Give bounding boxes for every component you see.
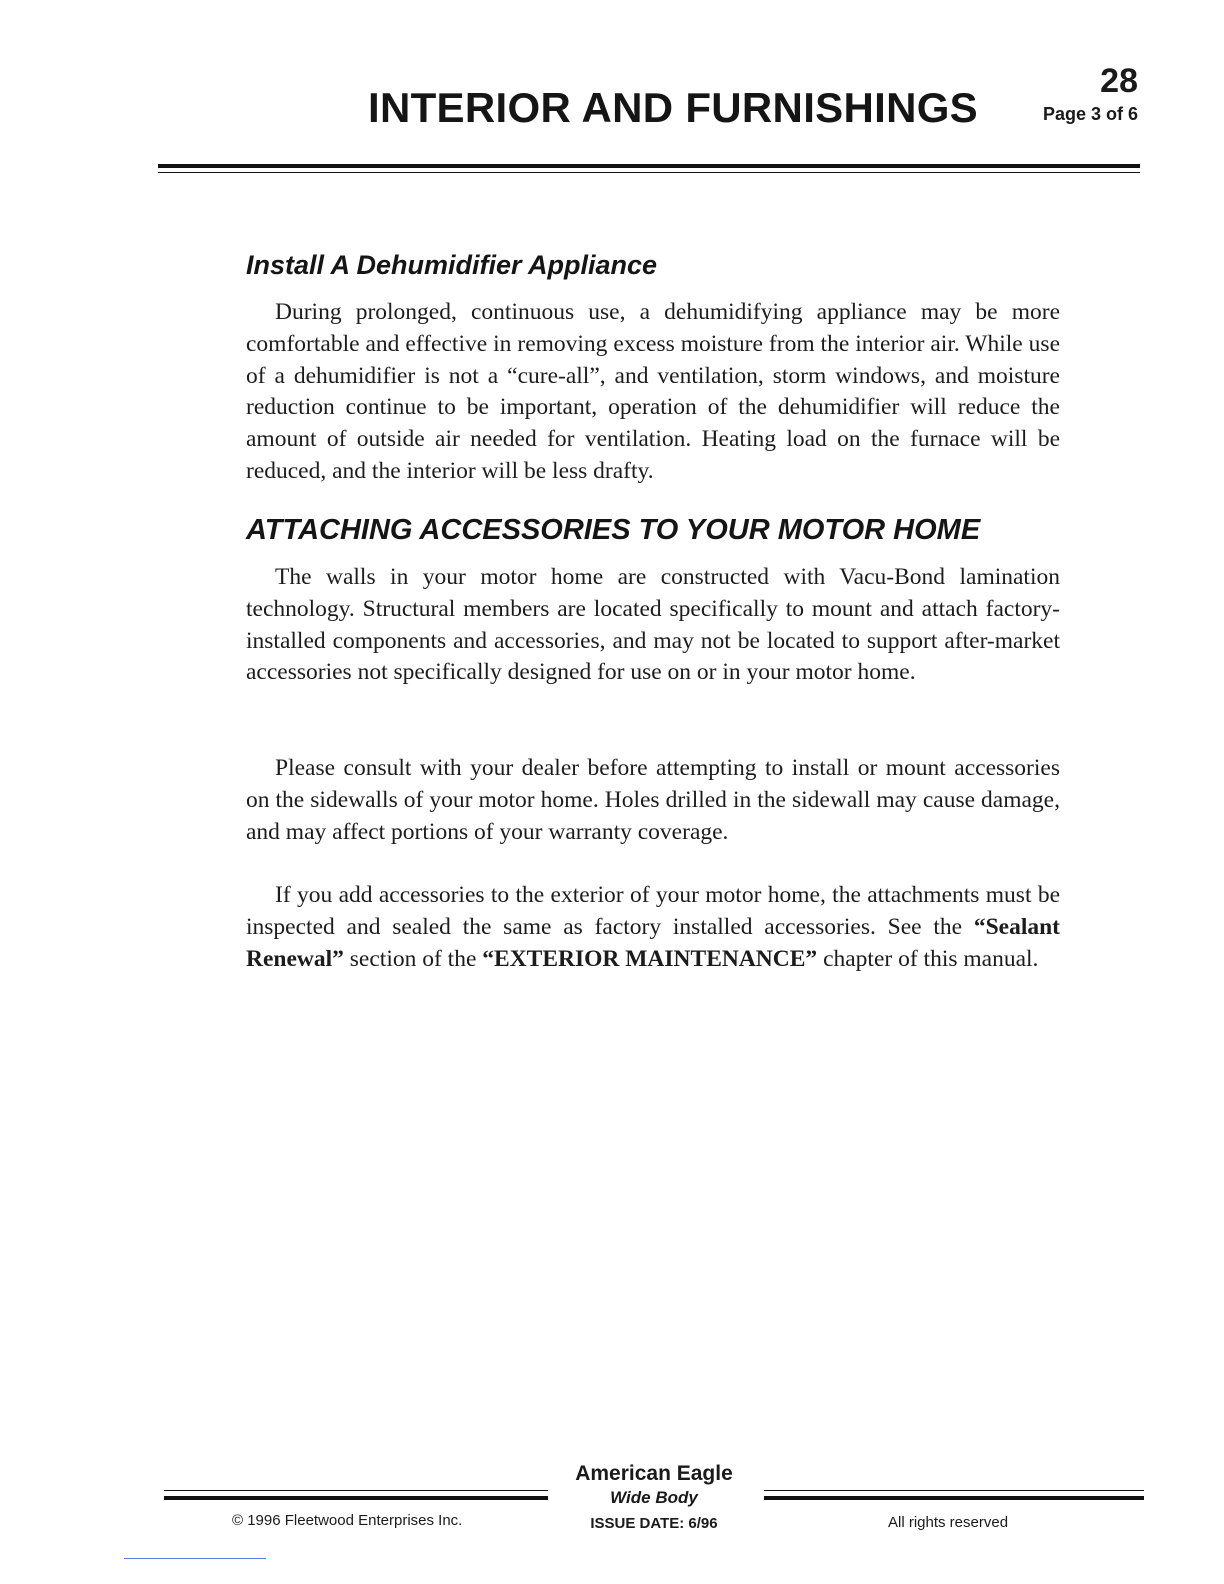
- scan-artifact-line: [124, 1558, 266, 1559]
- footer-issue-date: ISSUE DATE: 6/96: [590, 1515, 718, 1532]
- page-indicator: Page 3 of 6: [1042, 104, 1138, 124]
- footer-rights: All rights reserved: [888, 1514, 1009, 1531]
- footer-rule-left-thick: [164, 1496, 548, 1500]
- section-heading-dehumidifier: Install A Dehumidifier Appliance: [246, 250, 658, 280]
- header-rule-thick: [158, 164, 1140, 168]
- chapter-number: 28: [1100, 62, 1138, 100]
- footer-brand: American Eagle: [575, 1462, 733, 1485]
- dehumidifier-paragraph: During prolonged, continuous use, a dehumidifying appliance may be more comfortable and effective in removing excess moisture from the interior air. While use of a dehumidifier is not a “cure-all”, and ventilation, storm windows, and moisture reduction continue to be important, operation of the dehumidifier will reduce the amount of outside air needed for ventilation. Heating load on the furnace will be reduced, and the interior will be less drafty.: [246, 299, 1060, 484]
- footer-rule-right-thick: [764, 1496, 1144, 1500]
- paragraph-text: chapter of this manual.: [817, 945, 1039, 972]
- accessories-paragraph-2: Please consult with your dealer before attempting to install or mount accessories on the sidewalls of your motor home. Holes drilled in the sidewall may cause damage, and may affect portions of your warranty coverage.: [246, 755, 1060, 845]
- footer-rule-right-thin: [764, 1490, 1144, 1491]
- paragraph-text: section of the: [343, 945, 483, 972]
- sealant-renewal-reference: “Sealant Renewal”: [246, 913, 1060, 972]
- page-title: INTERIOR AND FURNISHINGS: [368, 84, 978, 131]
- footer-rule-left-thin: [164, 1490, 548, 1491]
- header-rule-thin: [158, 172, 1140, 173]
- exterior-maintenance-reference: “EXTERIOR MAINTENANCE”: [482, 945, 818, 972]
- accessories-paragraph-3: [246, 880, 1060, 975]
- accessories-paragraph-1: The walls in your motor home are constructed with Vacu-Bond lamination technology. Structural members are located specifically to mount and attach factory-installed components and accessories, and may not be located to support after-market accessories not specifically designed for use on or in your motor home.: [246, 564, 1060, 686]
- paragraph-text: If you add accessories to the exterior of your motor home, the attachments must be inspected and sealed the same as factory installed accessories. See the: [246, 882, 1060, 940]
- footer-model: Wide Body: [610, 1488, 698, 1507]
- footer-copyright: © 1996 Fleetwood Enterprises Inc.: [232, 1512, 463, 1529]
- section-heading-accessories: ATTACHING ACCESSORIES TO YOUR MOTOR HOME: [246, 514, 981, 546]
